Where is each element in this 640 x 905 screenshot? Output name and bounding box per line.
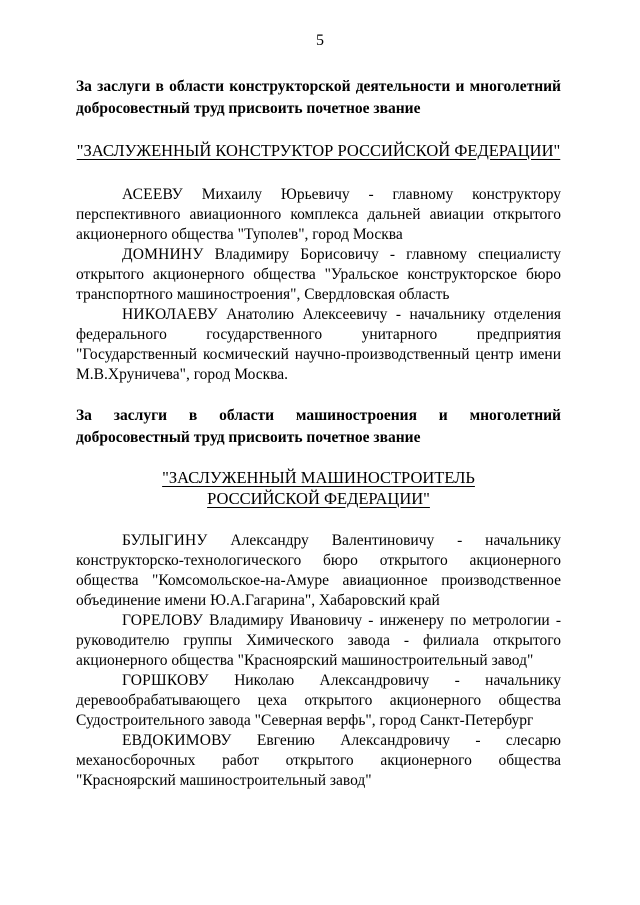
awardee-details: Николаю Александровичу - начальнику деревообрабатывающего цеха открытого акционерного общества Судостроительного завода "Северная верфь", город Санкт-Петербург xyxy=(76,672,561,729)
award-item xyxy=(76,611,561,671)
awardee-details: Евгению Александровичу - слесарю механосборочных работ открытого акционерного общества "Красноярский машиностроительный завод" xyxy=(76,732,561,789)
section-machine-builders xyxy=(76,405,561,791)
award-title-line: РОССИЙСКОЙ ФЕДЕРАЦИИ" xyxy=(207,489,430,508)
award-item xyxy=(76,671,561,731)
award-item xyxy=(76,531,561,611)
award-title-line: "ЗАСЛУЖЕННЫЙ КОНСТРУКТОР РОССИЙСКОЙ ФЕДЕРАЦИИ" xyxy=(76,141,561,160)
awardee-surname: ЕВДОКИМОВУ xyxy=(122,732,232,749)
award-title xyxy=(76,140,561,161)
section-designers xyxy=(76,76,561,385)
award-item xyxy=(76,185,561,245)
awardee-details: Михаилу Юрьевичу - главному конструктору перспективного авиационного комплекса дальней авиации открытого акционерного общества "Туполев", город Москва xyxy=(76,186,561,243)
awardee-surname: НИКОЛАЕВУ xyxy=(122,306,218,323)
awardee-surname: ДОМНИНУ xyxy=(122,246,204,263)
section-heading: За заслуги в области конструкторской деятельности и многолетний добросовестный труд присвоить почетное звание xyxy=(76,78,561,117)
award-item xyxy=(76,305,561,385)
awardee-details: Владимиру Ивановичу - инженеру по метрологии - руководителю группы Химического завода - филиала открытого акционерного общества "Красноярский машиностроительный завод" xyxy=(76,612,561,669)
awardee-details: Анатолию Алексеевичу - начальнику отделения федерального государственного унитарного предприятия "Государственный космический научно-производственный центр имени М.В.Хруничева", город Москва. xyxy=(76,306,561,383)
section-heading: За заслуги в области машиностроения и многолетний добросовестный труд присвоить почетное звание xyxy=(76,407,561,446)
award-list xyxy=(76,531,561,791)
award-item xyxy=(76,731,561,791)
page-number: 5 xyxy=(316,32,324,49)
award-title xyxy=(76,467,561,509)
awardee-surname: АСЕЕВУ xyxy=(122,186,183,203)
awardee-details: Владимиру Борисовичу - главному специалисту открытого акционерного общества "Уральское конструкторское бюро транспортного машиностроения", Свердловская область xyxy=(76,246,561,303)
awardee-surname: БУЛЫГИНУ xyxy=(122,532,208,549)
award-title-line: "ЗАСЛУЖЕННЫЙ МАШИНОСТРОИТЕЛЬ xyxy=(162,468,475,487)
award-list xyxy=(76,185,561,385)
awardee-surname: ГОРЕЛОВУ xyxy=(122,612,204,629)
awardee-details: Александру Валентиновичу - начальнику конструкторско-технологического бюро открытого акционерного общества "Комсомольское-на-Амуре авиационное производственное объединение имени Ю.А.Гагарина", Хабаровский край xyxy=(76,532,561,609)
awardee-surname: ГОРШКОВУ xyxy=(122,672,209,689)
award-item xyxy=(76,245,561,305)
